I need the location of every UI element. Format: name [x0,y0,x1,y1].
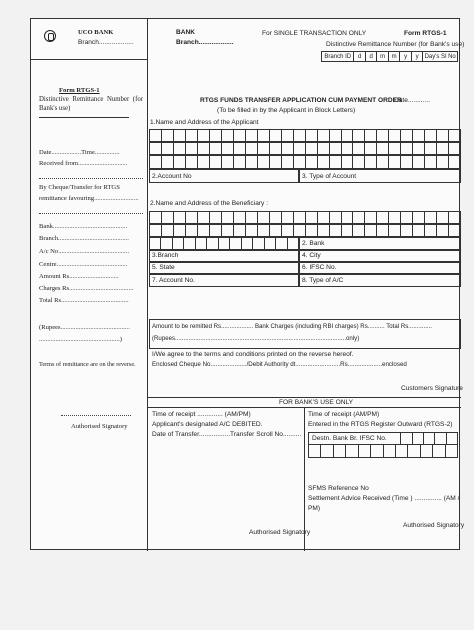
counterfoil-date-time: Date..................Time............... [39,149,120,156]
code-cell: d [366,52,377,61]
rtgs-form-page [30,18,465,550]
date-of-transfer: Date of Transfer.................Transfer Scroll No.......... [152,431,302,438]
bank-label: BANK [176,29,196,36]
counterfoil-signature-line [61,415,131,416]
single-transaction-label: For SINGLE TRANSACTION ONLY [262,30,367,37]
counterfoil-top-rule [31,59,147,60]
form-code-top: Form RTGS-1 [404,30,447,37]
counterfoil-received-from: Received from.............................. [39,160,128,167]
sfms-reference: SFMS Reference No [308,485,369,492]
uco-bank-logo-icon [44,30,56,42]
amount-remitted-line: Amount to be remitted Rs................... Bank Charges (including RBI charges) Rs.......... Total Rs.............. [152,323,432,330]
counterfoil-total: Total Rs......................................... [39,297,129,304]
bank-name: UCO BANK [78,29,114,36]
counterfoil-rupees-end: .................................................) [39,336,122,343]
counterfoil-dotted-line [39,213,143,214]
destn-ifsc-boxes-2[interactable] [308,445,458,458]
counterfoil-rupees: (Rupees.......................................... [39,324,130,331]
counterfoil-rule [39,117,129,118]
counterfoil-form-code: Form RTGS-1 [59,87,100,94]
form-date: Date............ [394,97,430,104]
applicant-name-row-3[interactable] [149,155,461,169]
code-cell: Day's Sl No [424,54,456,60]
destn-ifsc-label: Destn. Bank Br. IFSC No. [312,435,387,442]
counterfoil-amount: Amount Rs.............................. [39,273,119,280]
branch-label: Branch................... [176,39,234,46]
counterfoil-ac-no: A/c No........................................... [39,248,130,255]
account-7-label: 7. Account No. [152,277,195,284]
form-title: RTGS FUNDS TRANSFER APPLICATION CUM PAYMENT ORDER [200,97,402,104]
enclosed-line: Enclosed Cheque No...................../Debit Authority dt..........................Rs....................enclosed [152,361,407,368]
customer-signature: Customers Signature [401,385,463,392]
applicant-header: 1.Name and Address of the Applicant [150,119,259,126]
code-cell: m [377,52,388,61]
branch-left: Branch................... [78,39,134,46]
ifsc-label: 6. IFSC No. [302,264,337,271]
counterfoil-dotted-line [39,178,143,179]
code-cell: y [400,52,411,61]
counterfoil-distinctive-number: Distinctive Remittance Number (for Bank's use) [39,96,143,112]
city-label: 4. City [302,252,321,259]
branch-label-3: 3.Branch [152,252,179,259]
counterfoil-charges: Charges Rs....................................... [39,285,134,292]
applicant-debited: Applicant's designated A/C DEBITED. [152,421,263,428]
state-label: 5. State [152,264,175,271]
counterfoil-remittance-favouring: remittance favouring........................... [39,195,139,202]
counterfoil-branch: Branch........................................... [39,235,129,242]
type-of-account-label: 3. Type of Account [302,173,357,180]
account-no-label: 2.Account No [152,173,192,180]
type-8-label: 8. Type of A/C [302,277,344,284]
beneficiary-name-row-2[interactable] [149,224,461,237]
beneficiary-name-row-1[interactable] [149,211,461,224]
counterfoil-by-cheque: By Cheque/Transfer for RTGS [39,184,120,191]
code-cell: d [354,52,365,61]
remittance-code-grid [321,51,458,62]
settlement-pm: PM) [308,505,321,512]
bank-label-2: 2. Bank [302,240,325,247]
code-cell: y [412,52,423,61]
counterfoil-authorised-signatory: Authorised Signatory [71,423,128,430]
beneficiary-name-row-3[interactable] [149,237,299,250]
code-cell: m [389,52,400,61]
counterfoil-terms: Terms of remittance are on the reverse. [39,361,136,368]
distinctive-number-header: Distinctive Remittance Number (for Bank's use) [326,41,465,48]
rupees-line: (Rupees.....................................................................................................only) [152,335,360,342]
for-bank-use-label: FOR BANK'S USE ONLY [279,399,354,406]
agree-line: I/We agree to the terms and conditions printed on the reverse hereof. [152,351,354,358]
destn-ifsc-boxes[interactable] [390,432,458,445]
applicant-name-row-1[interactable] [149,129,461,142]
authorised-signatory-left: Authorised Signatory [249,529,311,536]
counterfoil-divider [147,19,148,551]
time-of-receipt-left: Time of receipt .............. (AM/PM) [152,411,251,418]
city-field[interactable] [299,250,461,262]
counterfoil-bank: Bank............................................. [39,223,128,230]
time-of-receipt-right: Time of receipt (AM/PM) [308,411,380,418]
beneficiary-header: 2.Name and Address of the Beneficiary : [150,200,269,207]
form-subtitle: (To be filled in by the Applicant in Block Letters) [217,107,356,114]
bank-use-rule [147,397,461,398]
applicant-name-row-2[interactable] [149,142,461,155]
counterfoil-centre: Centre........................................... [39,261,128,268]
entered-register: Entered in the RTGS Register Outward (RTGS-2) [308,421,453,428]
authorised-signatory-right: Authorised Signatory [403,522,465,529]
code-cell: Branch ID [322,52,354,61]
settlement-advice: Settlement Advice Received (Time ) ............... (AM / [308,495,460,502]
